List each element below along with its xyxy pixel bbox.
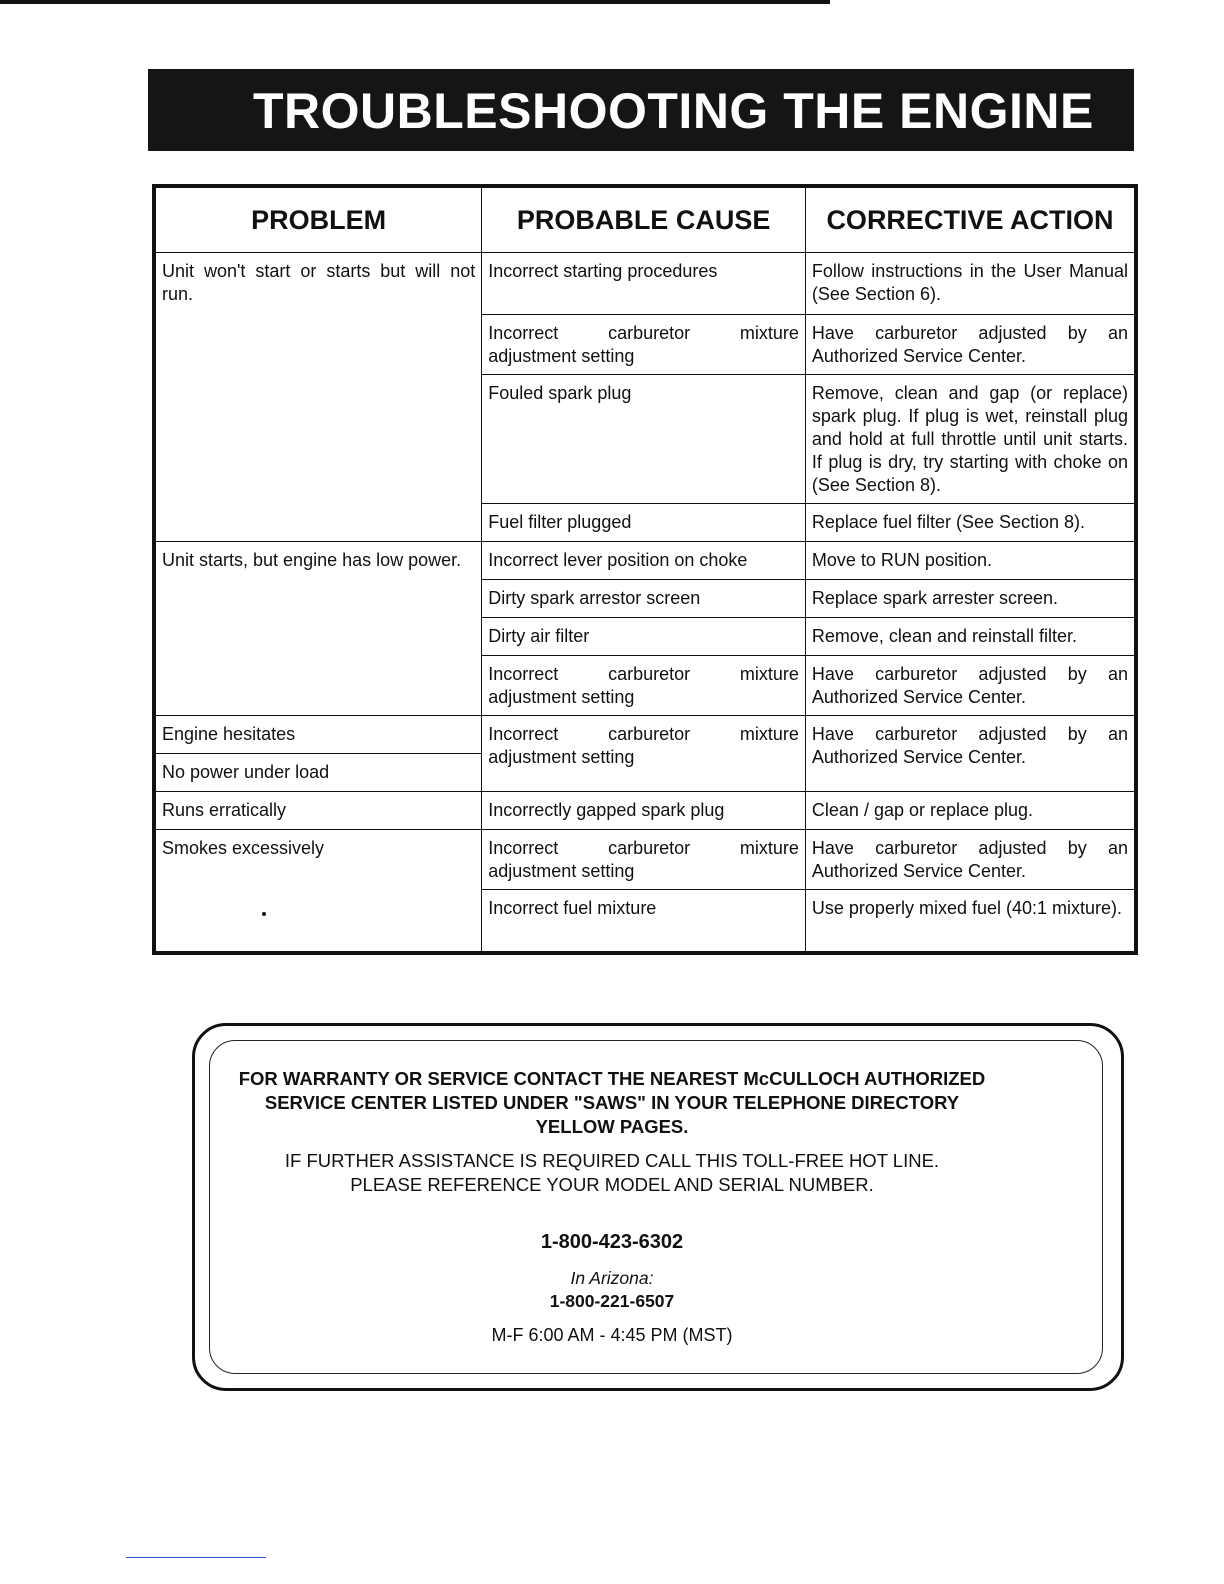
warranty-line: SERVICE CENTER LISTED UNDER "SAWS" IN YOUR TELEPHONE DIRECTORY <box>264 1092 960 1113</box>
action-cell: Follow instructions in the User Manual (See Section 6). <box>805 253 1136 315</box>
title-bar <box>148 69 1134 151</box>
service-hours: M-F 6:00 AM - 4:45 PM (MST) <box>491 1325 733 1345</box>
action-cell: Replace spark arrester screen. <box>805 580 1136 618</box>
action-cell: Use properly mixed fuel (40:1 mixture). <box>805 890 1136 954</box>
warranty-line: YELLOW PAGES. <box>535 1116 689 1137</box>
warranty-text <box>40 1067 1184 1139</box>
problem-cell: No power under load <box>154 754 482 792</box>
table-header-row <box>154 186 1136 253</box>
page-title: TROUBLESHOOTING THE ENGINE <box>253 83 1094 139</box>
action-cell: Move to RUN position. <box>805 542 1136 580</box>
table-row <box>154 792 1136 830</box>
cause-cell: Dirty spark arrestor screen <box>482 580 806 618</box>
action-cell: Have carburetor adjusted by an Authorized Service Center. <box>805 716 1136 792</box>
table-row <box>154 830 1136 890</box>
action-cell: Have carburetor adjusted by an Authorized Service Center. <box>805 830 1136 890</box>
action-cell: Have carburetor adjusted by an Authorized Service Center. <box>805 315 1136 375</box>
header-problem: PROBLEM <box>154 186 482 253</box>
cause-cell: Incorrectly gapped spark plug <box>482 792 806 830</box>
top-rule <box>0 0 830 4</box>
cause-cell: Fuel filter plugged <box>482 504 806 542</box>
cause-cell: Incorrect carburetor mixture adjustment setting <box>482 315 806 375</box>
scan-speck <box>262 912 266 916</box>
action-cell: Clean / gap or replace plug. <box>805 792 1136 830</box>
cause-cell: Incorrect starting procedures <box>482 253 806 315</box>
hotline-phone: 1-800-423-6302 <box>540 1231 684 1253</box>
action-cell: Remove, clean and reinstall filter. <box>805 618 1136 656</box>
problem-cell: Unit won't start or starts but will not run. <box>154 253 482 542</box>
action-cell: Have carburetor adjusted by an Authorized Service Center. <box>805 656 1136 716</box>
further-assistance-text <box>40 1149 1184 1197</box>
problem-cell: Engine hesitates <box>154 716 482 754</box>
cause-cell: Incorrect carburetor mixture adjustment setting <box>482 656 806 716</box>
cause-cell: Fouled spark plug <box>482 375 806 504</box>
cause-cell: Incorrect lever position on choke <box>482 542 806 580</box>
further-line: IF FURTHER ASSISTANCE IS REQUIRED CALL THIS TOLL-FREE HOT LINE. <box>284 1150 940 1171</box>
cause-cell: Incorrect carburetor mixture adjustment setting <box>482 716 806 792</box>
problem-cell: Smokes excessively <box>154 830 482 954</box>
warranty-line: FOR WARRANTY OR SERVICE CONTACT THE NEAREST McCULLOCH AUTHORIZED <box>238 1068 986 1089</box>
problem-cell: Runs erratically <box>154 792 482 830</box>
bottom-rule <box>126 1557 266 1558</box>
further-line: PLEASE REFERENCE YOUR MODEL AND SERIAL NUMBER. <box>350 1174 874 1195</box>
arizona-label: In Arizona: <box>570 1268 654 1288</box>
arizona-phone: 1-800-221-6507 <box>549 1291 675 1311</box>
table-row <box>154 716 1136 754</box>
cause-cell: Incorrect fuel mixture <box>482 890 806 954</box>
cause-cell: Incorrect carburetor mixture adjustment setting <box>482 830 806 890</box>
header-probable-cause: PROBABLE CAUSE <box>482 186 806 253</box>
header-corrective-action: CORRECTIVE ACTION <box>805 186 1136 253</box>
troubleshooting-table <box>152 184 1138 955</box>
action-cell: Replace fuel filter (See Section 8). <box>805 504 1136 542</box>
problem-cell: Unit starts, but engine has low power. <box>154 542 482 716</box>
cause-cell: Dirty air filter <box>482 618 806 656</box>
table-row <box>154 542 1136 580</box>
table-row <box>154 253 1136 315</box>
action-cell: Remove, clean and gap (or replace) spark plug. If plug is wet, reinstall plug and hold at full throttle until unit starts. If plug is dry, try starting with choke on (See Section 8). <box>805 375 1136 504</box>
